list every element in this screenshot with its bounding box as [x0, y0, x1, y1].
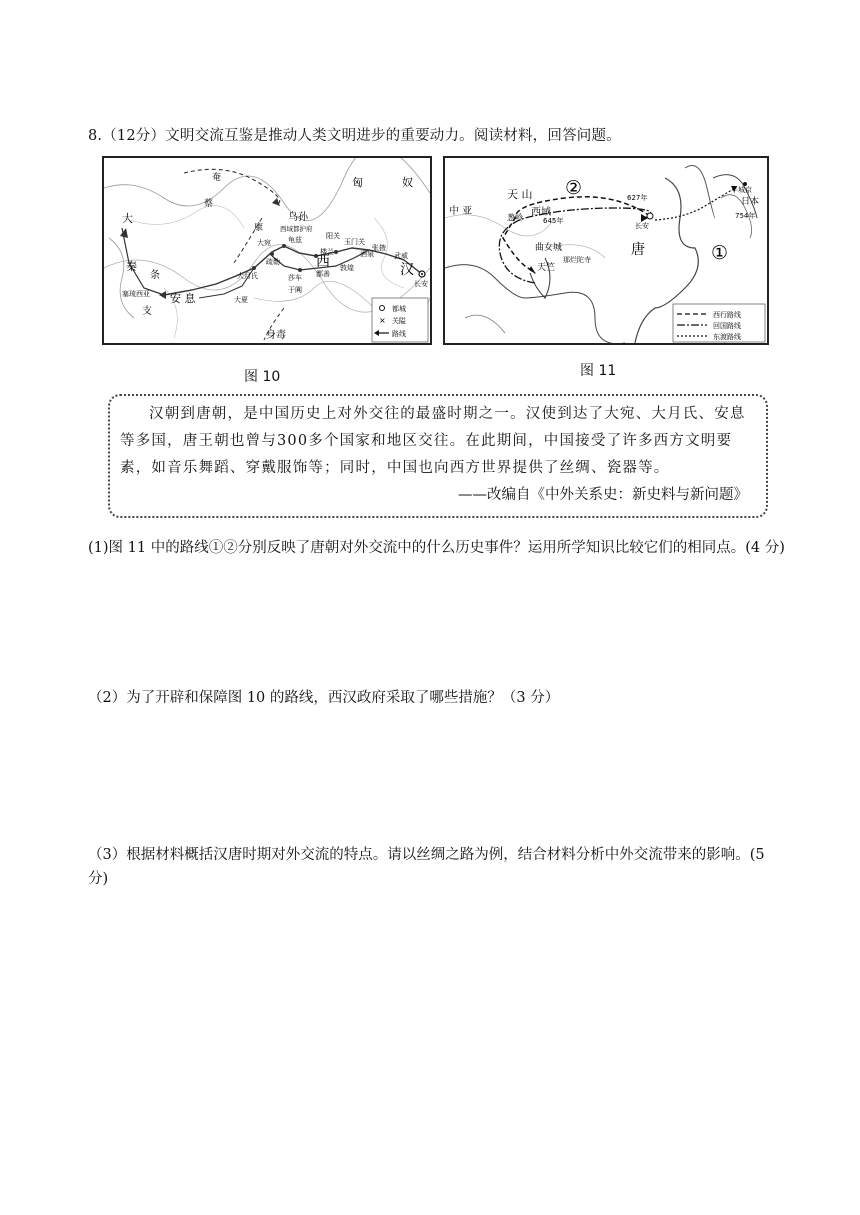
label-han: 汉 [400, 262, 414, 278]
label-congling: 葱岭 [507, 213, 523, 222]
label-rome: 塞琉西亚 [122, 290, 150, 298]
label-cai: 蔡 [204, 199, 214, 209]
label-xiongnu1: 匈 [352, 176, 363, 189]
label-loulan: 楼兰 [320, 248, 334, 256]
question-title: 8.（12分）文明交流互鉴是推动人类文明进步的重要动力。阅读材料，回答问题。 [88, 128, 621, 144]
legend-westward: 西行路线 [713, 311, 741, 319]
label-shanshan: 鄯善 [316, 270, 330, 278]
label-pingcheng: 平城京 [731, 186, 752, 194]
label-year754: 754年 [735, 212, 756, 220]
label-jiuquan: 酒泉 [360, 250, 374, 258]
sub-question-3: （3）根据材料概括汉唐时期对外交流的特点。请以丝绸之路为例，结合材料分析中外交流带来的影响。(5 分) [88, 847, 765, 887]
material-box [108, 394, 768, 518]
legend-capital: 都城 [392, 305, 406, 313]
label-yan: 奄 [212, 173, 222, 183]
figure-10-caption: 图 10 [244, 369, 281, 385]
label-changan-11: 长安 [635, 222, 649, 230]
label-tiao: 条 [150, 270, 160, 281]
label-zhongya: 中 亚 [449, 206, 473, 217]
label-year627: 627年 [627, 194, 648, 202]
silk-road-map [104, 158, 430, 343]
label-nalanto: 那烂陀寺 [563, 256, 591, 264]
label-qin: 秦 [126, 260, 137, 273]
sub-question-1: (1)图 11 中的路线①②分别反映了唐朝对外交流中的什么历史事件？运用所学知识比较它们的相同点。(4 分) [88, 540, 785, 556]
legend-pass-icon: × [379, 316, 386, 325]
label-yangguan: 阳关 [326, 232, 340, 240]
legend-eastward: 东渡路线 [713, 333, 741, 341]
label-xiyu-11: 西域 [531, 207, 551, 218]
label-tang: 唐 [631, 242, 645, 258]
map-figure-10 [102, 156, 432, 345]
label-yutian: 于阗 [288, 286, 302, 294]
label-qunvcheng: 曲女城 [535, 243, 563, 253]
material-text: 汉朝到唐朝，是中国历史上对外交往的最盛时期之一。汉使到达了大宛、大月氏、安息等多国，唐王朝也曾与300多个国家和地区交往。在此期间，中国接受了许多西方文明要素，如音乐舞蹈、穿戴服饰等；同时，中国也向西方世界提供了丝绸、瓷器等。 [120, 406, 746, 476]
sub-question-2: （2）为了开辟和保障图 10 的路线，西汉政府采取了哪些措施？（3 分） [88, 690, 560, 706]
label-wusun: 乌孙 [288, 212, 308, 223]
label-anxi: 安 息 [170, 292, 196, 305]
label-route-2: ② [565, 177, 583, 199]
label-kang: 康 [254, 223, 264, 233]
label-yumen: 玉门关 [344, 238, 365, 246]
label-tianshan: 天 山 [507, 188, 533, 201]
legend-pass: 关隘 [392, 317, 406, 325]
label-xiongnu2: 奴 [402, 176, 413, 189]
label-tianzhu: 天竺 [537, 263, 556, 273]
label-shendu: 身毒 [266, 330, 286, 341]
legend-route: 路线 [392, 330, 406, 338]
label-route-1: ① [711, 242, 729, 264]
label-zhi: 支 [142, 306, 152, 317]
label-da: 大 [122, 212, 133, 225]
label-zhangye: 张掖 [372, 244, 386, 252]
map-figure-11 [443, 156, 769, 345]
label-dunhuang: 敦煌 [340, 264, 354, 272]
figure-11-caption: 图 11 [580, 363, 617, 379]
tang-exchange-map [445, 158, 767, 343]
label-daxia: 大夏 [234, 296, 248, 304]
legend-return: 回国路线 [713, 322, 741, 330]
label-xi: 西 [316, 254, 330, 270]
label-changan: 长安 [414, 280, 428, 288]
label-riben: 日本 [741, 197, 760, 207]
label-shache: 莎车 [288, 274, 302, 282]
label-dawan: 大宛 [257, 239, 271, 247]
label-wuwei: 武威 [394, 252, 408, 260]
label-year645: 645年 [543, 217, 564, 225]
label-xiyu: 西域都护府 [280, 225, 313, 233]
label-shule: 疏勒 [266, 258, 280, 266]
label-qiuci: 龟兹 [288, 236, 302, 244]
material-source: ——改编自《中外关系史：新史料与新问题》 [458, 487, 748, 503]
label-dayuezhi: 大月氏 [237, 272, 258, 280]
